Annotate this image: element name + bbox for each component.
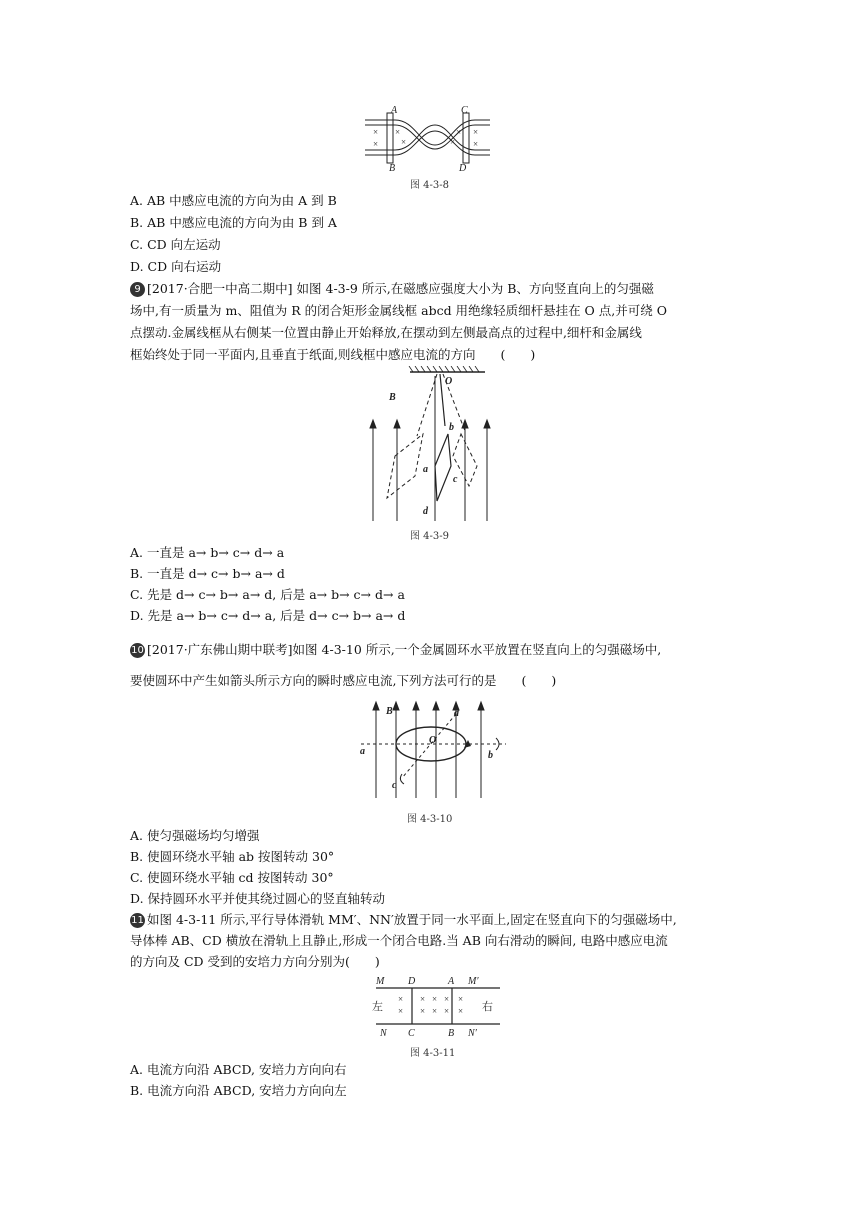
label-c: c bbox=[453, 474, 458, 485]
label-B: B bbox=[389, 163, 396, 174]
label-B: B bbox=[386, 706, 393, 717]
label-C: C bbox=[461, 105, 468, 116]
svg-text:×: × bbox=[398, 1006, 404, 1016]
label-A: A bbox=[448, 976, 455, 987]
label-B: B bbox=[389, 392, 396, 403]
svg-text:×: × bbox=[444, 994, 450, 1004]
label-O: O bbox=[445, 376, 453, 387]
option-c: C. CD 向左运动 bbox=[130, 237, 221, 252]
option-c: C. 先是 d→ c→ b→ a→ d, 后是 a→ b→ c→ d→ a bbox=[130, 587, 405, 602]
label-a: a bbox=[423, 464, 428, 475]
option-b: B. 一直是 d→ c→ b→ a→ d bbox=[130, 566, 285, 581]
label-B: B bbox=[448, 1028, 455, 1038]
label-N-prime: N′ bbox=[468, 1028, 477, 1038]
svg-text:×: × bbox=[401, 137, 407, 147]
question-number-badge: 11 bbox=[131, 915, 144, 926]
label-D: D bbox=[408, 976, 416, 987]
label-d: d bbox=[423, 506, 428, 517]
question-source: [2017·合肥一中高二期中] bbox=[147, 281, 293, 296]
svg-text:×: × bbox=[473, 139, 479, 149]
figure-caption: 图 4-3-9 bbox=[410, 531, 450, 542]
figure-4-3-10 bbox=[356, 698, 516, 803]
figure-caption: 图 4-3-11 bbox=[410, 1048, 456, 1059]
question-number-badge: 9 bbox=[130, 282, 145, 297]
option-d: D. 先是 a→ b→ c→ d→ a, 后是 d→ c→ b→ a→ d bbox=[130, 608, 406, 623]
svg-text:×: × bbox=[456, 127, 462, 137]
svg-text:×: × bbox=[444, 1006, 450, 1016]
option-b: B. 使圆环绕水平轴 ab 按图转动 30° bbox=[130, 849, 335, 864]
figure-4-3-11 bbox=[370, 974, 510, 1038]
figure-caption: 图 4-3-8 bbox=[410, 180, 450, 191]
svg-text:×: × bbox=[473, 127, 479, 137]
label-O: O bbox=[429, 735, 437, 746]
option-a: A. 一直是 a→ b→ c→ d→ a bbox=[130, 545, 285, 560]
option-d: D. CD 向右运动 bbox=[130, 259, 222, 274]
label-a: a bbox=[360, 746, 365, 757]
question-10-line-2: 要使圆环中产生如箭头所示方向的瞬时感应电流,下列方法可行的是 ( ) bbox=[130, 673, 557, 688]
option-a: A. 电流方向沿 ABCD, 安培力方向向右 bbox=[130, 1062, 347, 1077]
label-b: b bbox=[449, 422, 454, 433]
question-10-line-1: 10 [2017·广东佛山期中联考]如图 4-3-10 所示,一个金属圆环水平放置在竖直向上的匀强磁场中, bbox=[131, 642, 662, 657]
question-11-line-1: 11 如图 4-3-11 所示,平行导体滑轨 MM′、NN′放置于同一水平面上,固定在竖直向下的匀强磁场中, bbox=[131, 912, 677, 927]
label-M: M bbox=[376, 976, 385, 987]
question-9-line-4: 框始终处于同一平面内,且垂直于纸面,则线框中感应电流的方向 ( ) bbox=[130, 347, 536, 362]
question-source: [2017·广东佛山期中联考] bbox=[147, 642, 293, 657]
svg-text:×: × bbox=[432, 1006, 438, 1016]
label-D: D bbox=[459, 163, 467, 174]
question-11-line-2: 导体棒 AB、CD 横放在滑轨上且静止,形成一个闭合电路.当 AB 向右滑动的瞬间, 电路中感应电流 bbox=[130, 933, 668, 948]
svg-text:×: × bbox=[395, 127, 401, 137]
svg-text:×: × bbox=[458, 994, 464, 1004]
label-b: b bbox=[488, 750, 493, 761]
label-C: C bbox=[408, 1028, 415, 1038]
option-a: A. 使匀强磁场均匀增强 bbox=[130, 828, 260, 843]
label-d: d bbox=[454, 708, 459, 719]
question-9-line-1: 9 [2017·合肥一中高二期中] 如图 4-3-9 所示,在磁感应强度大小为 B、方向竖直向上的匀强磁 bbox=[130, 280, 654, 298]
question-9-line-3: 点摆动.金属线框从右侧某一位置由静止开始释放,在摆动到左侧最高点的过程中,细杆和金属线 bbox=[130, 325, 642, 340]
option-b: B. 电流方向沿 ABCD, 安培力方向向左 bbox=[130, 1083, 347, 1098]
option-d: D. 保持圆环水平并使其绕过圆心的竖直轴转动 bbox=[130, 891, 386, 906]
option-c: C. 使圆环绕水平轴 cd 按图转动 30° bbox=[130, 870, 334, 885]
option-a: A. AB 中感应电流的方向为由 A 到 B bbox=[130, 193, 337, 208]
svg-text:×: × bbox=[458, 1006, 464, 1016]
label-c: c bbox=[392, 780, 397, 791]
question-number-badge: 10 bbox=[131, 645, 144, 656]
figure-4-3-8 bbox=[365, 105, 505, 175]
question-9-line-2: 场中,有一质量为 m、阻值为 R 的闭合矩形金属线框 abcd 用绝缘轻质细杆悬挂在 O 点,并可绕 O bbox=[130, 303, 667, 318]
label-right: 右 bbox=[482, 1001, 493, 1013]
label-A: A bbox=[391, 105, 398, 116]
label-M-prime: M′ bbox=[468, 976, 479, 987]
figure-4-3-9 bbox=[365, 366, 515, 526]
figure-caption: 图 4-3-10 bbox=[407, 814, 453, 825]
svg-text:×: × bbox=[373, 139, 379, 149]
question-11-line-3: 的方向及 CD 受到的安培力方向分别为( ) bbox=[130, 954, 380, 969]
label-N: N bbox=[380, 1028, 387, 1038]
label-left: 左 bbox=[372, 1001, 383, 1013]
svg-text:×: × bbox=[420, 1006, 426, 1016]
svg-text:×: × bbox=[373, 127, 379, 137]
svg-text:×: × bbox=[450, 137, 456, 147]
svg-text:×: × bbox=[432, 994, 438, 1004]
svg-text:×: × bbox=[420, 994, 426, 1004]
svg-text:×: × bbox=[398, 994, 404, 1004]
option-b: B. AB 中感应电流的方向为由 B 到 A bbox=[130, 215, 337, 230]
